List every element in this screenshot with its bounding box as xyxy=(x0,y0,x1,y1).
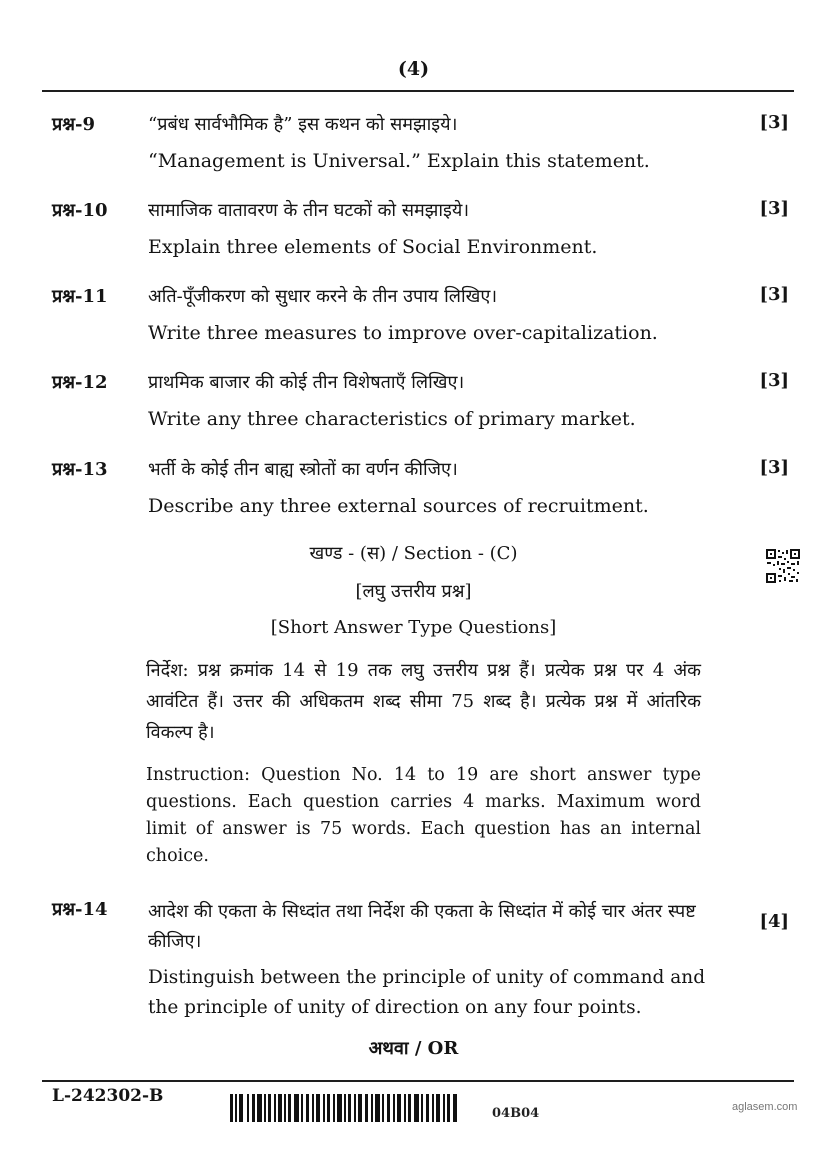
question-text-english: “Management is Universal.” Explain this statement. xyxy=(148,150,650,172)
question-label: प्रश्न-11 xyxy=(52,286,108,307)
paper-code: L-242302-B xyxy=(52,1086,164,1106)
question-text-hindi: सामाजिक वातावरण के तीन घटकों को समझाइये। xyxy=(148,200,470,221)
question-label: प्रश्न-10 xyxy=(52,200,108,221)
question-marks: [3] xyxy=(759,112,789,133)
question-label: प्रश्न-9 xyxy=(52,114,95,135)
section-subtitle-english: [Short Answer Type Questions] xyxy=(270,617,557,638)
bottom-divider xyxy=(42,1080,794,1082)
qr-code-icon xyxy=(765,548,801,584)
question-marks: [4] xyxy=(759,911,789,932)
question-marks: [3] xyxy=(759,370,789,391)
question-text-english: Write any three characteristics of primary market. xyxy=(148,408,636,430)
barcode-icon xyxy=(230,1094,462,1122)
question-text-hindi: “प्रबंध सार्वभौमिक है” इस कथन को समझाइये। xyxy=(148,114,458,135)
question-marks: [3] xyxy=(759,198,789,219)
question-label: प्रश्न-13 xyxy=(52,459,108,480)
question-text-hindi: प्राथमिक बाजार की कोई तीन विशेषताएँ लिखिए। xyxy=(148,372,465,393)
question-text-english: Explain three elements of Social Environment. xyxy=(148,236,598,258)
barcode-caption: 04B04 xyxy=(492,1106,540,1121)
question-text-hindi: अति-पूँजीकरण को सुधार करने के तीन उपाय लिखिए। xyxy=(148,286,498,307)
question-text-hindi: आदेश की एकता के सिध्दांत तथा निर्देश की एकता के सिध्दांत में कोई चार अंतर स्पष्ट कीजिए। xyxy=(148,901,696,952)
page-number: (4) xyxy=(397,58,430,80)
question-text-english: Distinguish between the principle of unity of command and the principle of unity of direction on any four points. xyxy=(148,967,706,1018)
question-text-english: Describe any three external sources of recruitment. xyxy=(148,495,649,517)
question-label: प्रश्न-12 xyxy=(52,372,108,393)
instruction-english: Instruction: Question No. 14 to 19 are short answer type questions. Each question carries 4 marks. Maximum word limit of answer is 75 words. Each question has an internal choice. xyxy=(146,765,701,866)
section-title: खण्ड - (स) / Section - (C) xyxy=(309,543,518,564)
watermark: aglasem.com xyxy=(732,1101,798,1113)
or-separator: अथवा / OR xyxy=(368,1038,459,1059)
question-label: प्रश्न-14 xyxy=(52,899,108,920)
section-subtitle-hindi: [लघु उत्तरीय प्रश्न] xyxy=(355,581,472,602)
question-marks: [3] xyxy=(759,457,789,478)
question-text-english: Write three measures to improve over-capitalization. xyxy=(148,322,658,344)
question-marks: [3] xyxy=(759,284,789,305)
question-text-hindi: भर्ती के कोई तीन बाह्य स्त्रोतों का वर्णन कीजिए। xyxy=(148,459,458,480)
top-divider xyxy=(42,90,794,92)
instruction-hindi: निर्देश: प्रश्न क्रमांक 14 से 19 तक लघु उत्तरीय प्रश्न हैं। प्रत्येक प्रश्न पर 4 अंक आवंटित हैं। उत्तर की अधिकतम शब्द सीमा 75 शब्द है। प्रत्येक प्रश्न में आंतरिक विकल्प है। xyxy=(146,660,701,743)
